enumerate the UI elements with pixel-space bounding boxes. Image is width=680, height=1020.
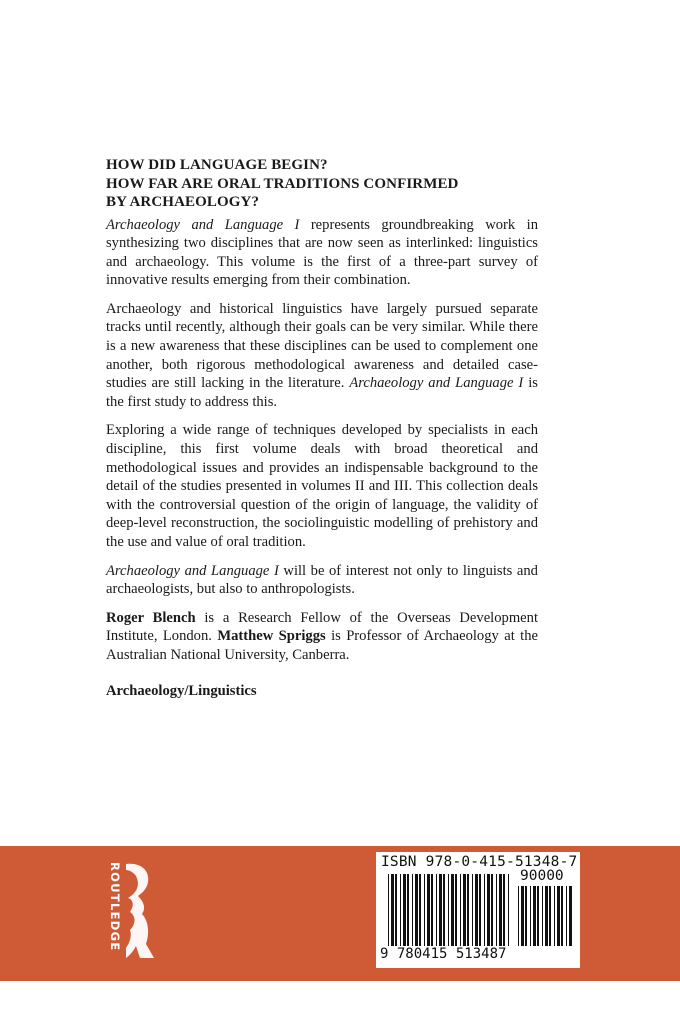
headline-line-2: HOW FAR ARE ORAL TRADITIONS CONFIRMED (106, 175, 459, 192)
subject-category: Archaeology/Linguistics (106, 683, 257, 699)
barcode-bar (467, 874, 469, 946)
barcode-bar (549, 886, 551, 946)
headline-line-3: BY ARCHAEOLOGY? (106, 194, 260, 210)
barcode-bar (448, 874, 449, 946)
author-name-2: Matthew Spriggs (217, 628, 326, 645)
barcode-bar (484, 874, 485, 946)
barcode-bar (424, 874, 425, 946)
barcode-bar (415, 874, 418, 946)
book-title: Archaeology and Language I (106, 562, 279, 579)
barcode-bar (431, 874, 433, 946)
barcode-bar (460, 874, 461, 946)
barcode-bar (554, 886, 555, 946)
barcode-bar (472, 874, 473, 946)
headline-line-1: HOW DID LANGUAGE BEGIN? (106, 157, 328, 173)
barcode-bar (545, 886, 548, 946)
barcode-bar (436, 874, 437, 946)
author-bio (106, 609, 538, 665)
barcode-bar (518, 886, 519, 946)
description-paragraph-2 (106, 300, 538, 412)
paragraph-text: is the first study to address this. (106, 375, 538, 410)
barcode-bar (427, 874, 430, 946)
back-cover-text (106, 156, 538, 675)
barcode-bar (521, 886, 524, 946)
barcode-bar (533, 886, 536, 946)
publisher-name: ROUTLEDGE (108, 862, 122, 952)
barcode-bar (412, 874, 413, 946)
barcode-bar (503, 874, 505, 946)
barcode-bar (463, 874, 466, 946)
isbn-label: ISBN 978-0-415-51348-7 (381, 854, 578, 870)
author-text: is a Research Fellow of the Overseas Development Institute, London. (106, 609, 539, 645)
price-code: 90000 (520, 868, 564, 884)
barcode-bar (561, 886, 563, 946)
barcode-bar (443, 874, 445, 946)
description-paragraph-3 (106, 421, 538, 551)
barcode-bars (388, 874, 512, 946)
book-title: Archaeology and Language I (106, 216, 300, 233)
author-text: is Professor of Archaeology at the Australian National University, Canberra. (106, 628, 538, 663)
barcode-bar (537, 886, 539, 946)
paragraph-text: will be of interest not only to linguists and archaeologists, but also to anthropologists. (106, 562, 538, 598)
barcode-bar (455, 874, 457, 946)
barcode-bar (566, 886, 567, 946)
barcode-bar (403, 874, 406, 946)
barcode-bar (491, 874, 493, 946)
barcode-bar (557, 886, 560, 946)
barcode-bar (479, 874, 481, 946)
ean-number: 9 780415 513487 (380, 946, 507, 962)
barcode-bar (496, 874, 497, 946)
barcode-bar (395, 874, 397, 946)
author-name-1: Roger Blench (106, 609, 196, 626)
barcode-bar (499, 874, 502, 946)
barcode-bar (407, 874, 409, 946)
barcode-bar (530, 886, 531, 946)
description-paragraph-1 (106, 216, 538, 290)
barcode-bar (542, 886, 543, 946)
barcode-bar (569, 886, 572, 946)
barcode-bar (525, 886, 527, 946)
barcode-bar (391, 874, 394, 946)
headline (106, 156, 538, 212)
barcode-bar (439, 874, 442, 946)
paragraph-text: represents groundbreaking work in synthesizing two disciplines that are now seen as interlinked: linguistics and archaeology. This volume is the first of a three-part survey of innovative results emerging from their combination. (106, 216, 538, 289)
barcode-bar (475, 874, 478, 946)
addon-barcode-bars (518, 886, 574, 946)
paragraph-text: Exploring a wide range of techniques developed by specialists in each discipline, this first volume deals with broad theoretical and methodological issues and provides an indispensable background to the detail of the studies presented in volumes II and III. This collection deals with the controversial question of the origin of language, the validity of deep-level reconstruction, the sociolinguistic modelling of prehistory and the use and value of oral tradition. (106, 422, 538, 550)
barcode-bar (487, 874, 490, 946)
book-title: Archaeology and Language I (349, 375, 524, 392)
barcode-bar (508, 874, 509, 946)
barcode-bar (388, 874, 389, 946)
barcode-bar (400, 874, 401, 946)
barcode-bar (451, 874, 454, 946)
barcode-bar (419, 874, 421, 946)
paragraph-text: Archaeology and historical linguistics have largely pursued separate tracks until recently, although their goals can be very similar. While there is a new awareness that these disciplines can be used to complement one another, both rigorous methodological awareness and detailed case-studies are still lacking in the literature. (106, 300, 538, 392)
description-paragraph-4 (106, 562, 538, 599)
